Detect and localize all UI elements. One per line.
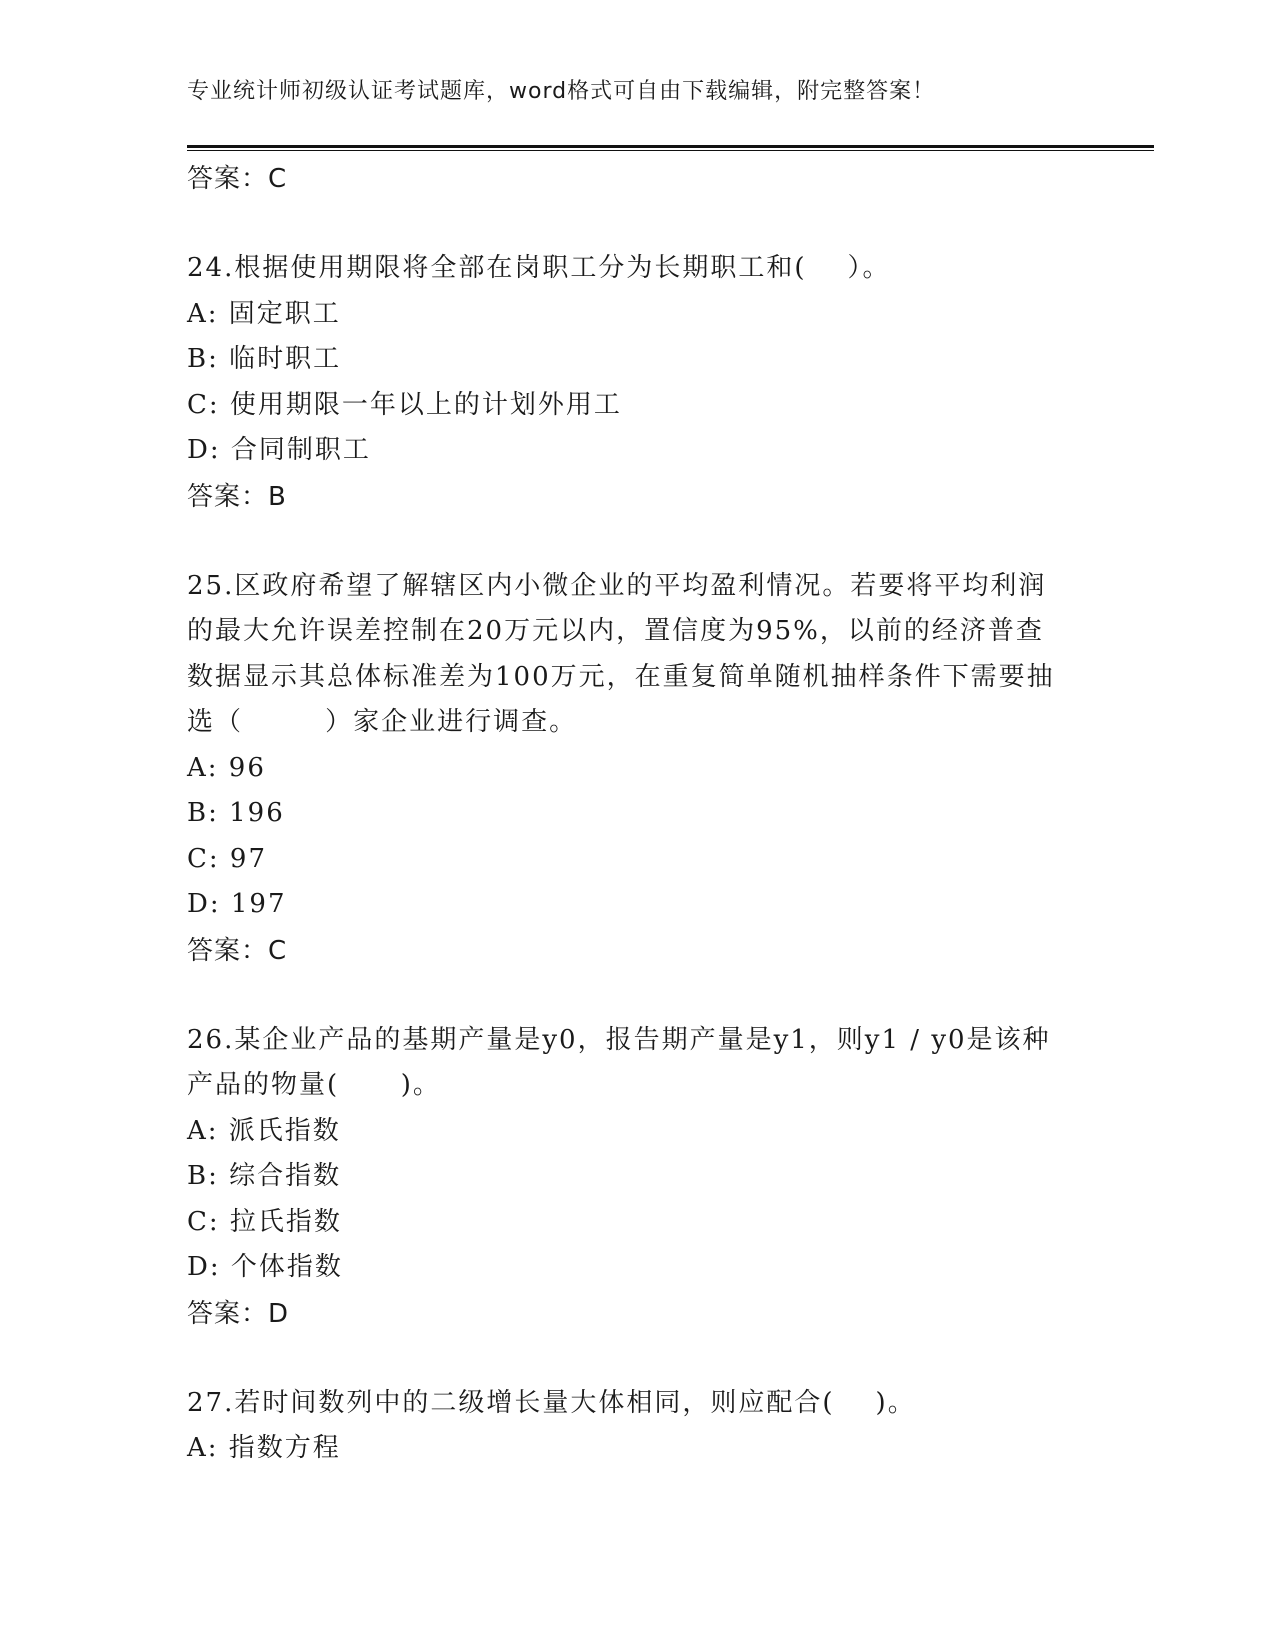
question-24-option-d: D: 合同制职工: [187, 435, 371, 465]
spacer: [187, 1337, 1087, 1381]
question-24-text: 24.根据使用期限将全部在岗职工分为长期职工和( ）。: [187, 253, 891, 283]
question-25-answer: 答案：C: [187, 935, 288, 966]
question-27-option-a: A: 指数方程: [187, 1433, 341, 1463]
question-24-answer: 答案：B: [187, 481, 287, 512]
question-list: [187, 156, 1087, 1472]
question-26-option-c: C: 拉氏指数: [187, 1206, 342, 1237]
question-26-option-b: B: 综合指数: [187, 1161, 342, 1191]
question-26-option-a: A: 派氏指数: [187, 1115, 341, 1146]
question-25-option-b: B: 196: [187, 798, 285, 828]
page-header: 专业统计师初级认证考试题库，word格式可自由下载编辑，附完整答案！: [187, 79, 936, 104]
question-24-option-a: A: 固定职工: [187, 298, 341, 329]
previous-answer: 答案：C: [187, 164, 288, 194]
question-27-text: 27.若时间数列中的二级增长量大体相同，则应配合( )。: [187, 1387, 916, 1418]
spacer: [187, 520, 1087, 564]
question-25-option-c: C: 97: [187, 843, 268, 874]
spacer: [187, 202, 1087, 246]
question-24-option-b: B: 临时职工: [187, 344, 342, 374]
question-25-option-d: D: 197: [187, 889, 287, 919]
question-26-answer: 答案：D: [187, 1298, 290, 1329]
spacer: [187, 974, 1087, 1018]
header-divider: [187, 145, 1154, 151]
question-25-text: 25.区政府希望了解辖区内小微企业的平均盈利情况。若要将平均利润的最大允许误差控制在20万元以内，置信度为95%，以前的经济普查数据显示其总体标准差为100万元，在重复简单随机抽样条件下需要抽选（ ）家企业进行调查。: [187, 570, 1055, 737]
question-26-option-d: D: 个体指数: [187, 1252, 343, 1282]
question-25-option-a: A: 96: [187, 752, 266, 783]
question-26-text: 26.某企业产品的基期产量是y0，报告期产量是y1，则y1 / y0是该种产品的物量( )。: [187, 1024, 1051, 1100]
question-24-option-c: C: 使用期限一年以上的计划外用工: [187, 389, 622, 420]
